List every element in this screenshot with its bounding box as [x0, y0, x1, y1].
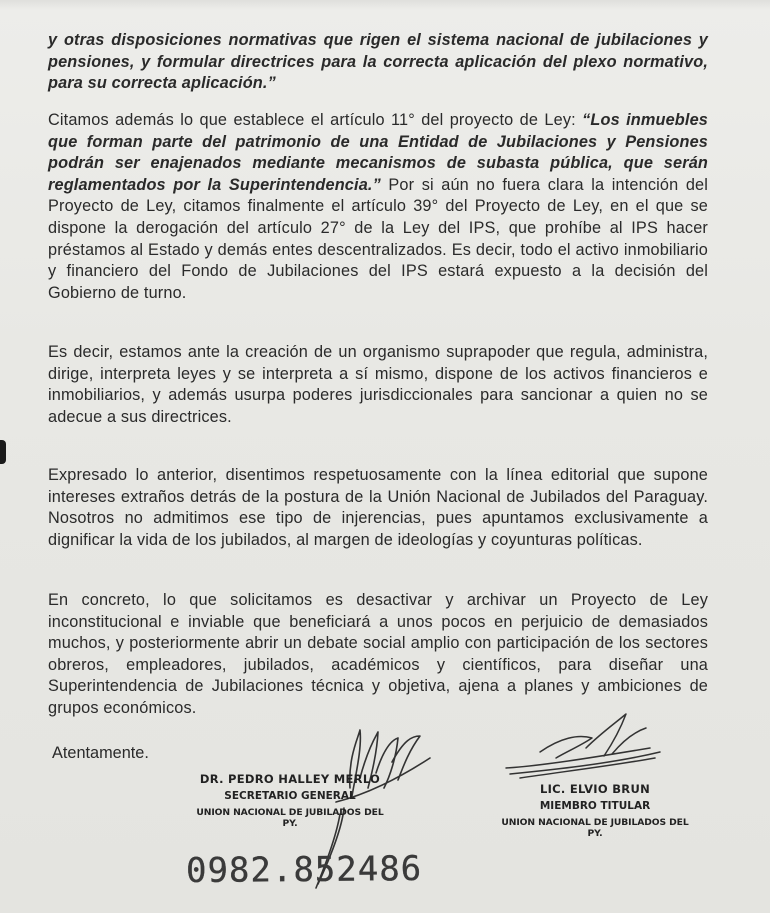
top-shadow	[0, 0, 770, 10]
paragraph-1-quote: y otras disposiciones normativas que rigen el sistema nacional de jubilaciones y pensiones, y formular directrices para la correcta aplicación del plexo normativo, para su correcta aplicación.”	[48, 31, 708, 93]
signature-right-handwritten	[500, 708, 670, 788]
left-edge-mark	[0, 440, 6, 464]
paragraph-1	[48, 30, 708, 95]
paragraph-3	[48, 342, 708, 428]
closing-salutation: Atentamente.	[52, 744, 149, 762]
handwritten-phone-number: 0982.852486	[185, 848, 423, 892]
signatory-right	[500, 782, 690, 839]
paragraph-4	[48, 465, 708, 551]
signatory-left	[190, 772, 390, 829]
signatory-left-role: SECRETARIO GENERAL	[224, 790, 356, 802]
paragraph-2	[48, 110, 708, 304]
signatory-right-role: MIEMBRO TITULAR	[539, 800, 651, 812]
paragraph-2-intro: Citamos además lo que establece el artículo 11° del proyecto de Ley:	[48, 111, 583, 129]
signatory-right-organization: UNION NACIONAL DE JUBILADOS DEL PY.	[501, 817, 689, 839]
paragraph-3-body: Es decir, estamos ante la creación de un organismo suprapoder que regula, administra, dirige, interpreta leyes y se interpreta a sí mismo, dispone de los activos financieros e inmobiliarios, y además usurpa poderes jurisdiccionales para sancionar a quien no se adecue a sus directrices.	[48, 343, 708, 426]
paragraph-5-body: En concreto, lo que solicitamos es desactivar y archivar un Proyecto de Ley inconstitucional e inviable que beneficiará a unos pocos en perjuicio de demasiados muchos, y posteriormente abrir un debate social amplio con participación de los sectores obreros, empleadores, jubilados, académicos y científicos, para diseñar una Superintendencia de Jubilaciones técnica y objetiva, ajena a planes y ambiciones de grupos económicos.	[48, 591, 708, 717]
paragraph-2-quote: “Los inmuebles que forman parte del patrimonio de una Entidad de Jubilaciones y Pensiones podrán ser enajenados mediante mecanismos de subasta pública, que serán reglamentados por la Superintendencia.”	[48, 111, 708, 194]
signatory-left-name: DR. PEDRO HALLEY MERLO	[199, 772, 381, 786]
paragraph-4-body: Expresado lo anterior, disentimos respetuosamente con la línea editorial que supone intereses extraños detrás de la postura de la Unión Nacional de Jubilados del Paraguay. Nosotros no admitimos ese tipo de injerencias, pues apuntamos exclusivamente a dignificar la vida de los jubilados, al margen de ideologías y coyunturas políticas.	[48, 466, 708, 549]
paragraph-2-body: Por si aún no fuera clara la intención del Proyecto de Ley, citamos finalmente el artículo 39° del Proyecto de Ley, en el que se dispone la derogación del artículo 27° de la Ley del IPS, que prohíbe al IPS hacer préstamos al Estado y demás entes descentralizados. Es decir, todo el activo inmobiliario y financiero del Fondo de Jubilaciones del IPS estará expuesto a la decisión del Gobierno de turno.	[48, 175, 708, 302]
signatory-right-name: LIC. ELVIO BRUN	[539, 782, 651, 796]
paragraph-5	[48, 590, 708, 720]
signatory-left-organization: UNION NACIONAL DE JUBILADOS DEL PY.	[196, 807, 384, 829]
